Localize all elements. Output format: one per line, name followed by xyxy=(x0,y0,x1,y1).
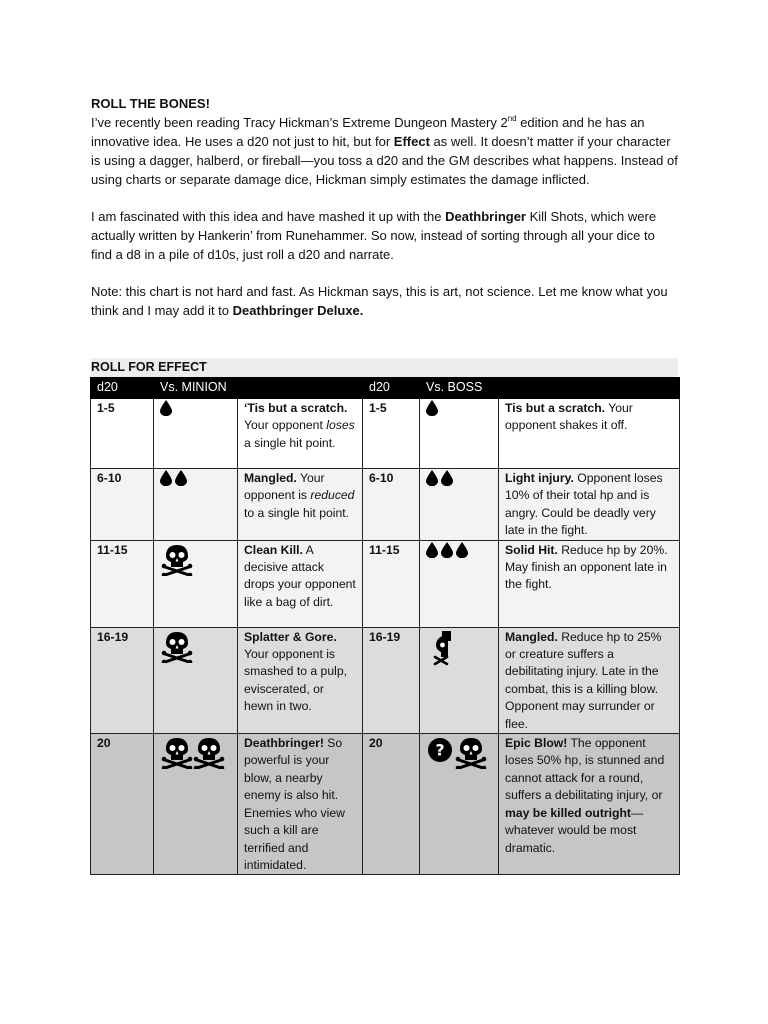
paragraph-mashup: I am fascinated with this idea and have mashed it up with the Deathbringer Kill Shots, which were actually written by Hankerin’ from Runehammer. So now, instead of sorting through all your dice to find a d8 in a pile of d10s, just roll a d20 and narrate. xyxy=(91,209,657,262)
range-cell: 11-15 xyxy=(363,540,420,627)
table-row xyxy=(91,399,680,469)
table-row xyxy=(91,627,680,733)
minion-effect: Mangled. Your opponent is reduced to a single hit point. xyxy=(238,469,363,541)
article-title: ROLL THE BONES! xyxy=(91,96,210,111)
boss-icons xyxy=(420,627,499,733)
blood-drop-icon xyxy=(175,470,187,486)
table-heading: ROLL FOR EFFECT xyxy=(91,358,678,377)
range-cell: 6-10 xyxy=(363,469,420,541)
range-cell: 1-5 xyxy=(363,399,420,469)
roll-for-effect-table xyxy=(90,377,680,875)
blood-drop-icon xyxy=(426,470,438,486)
blood-drop-icon xyxy=(426,542,438,558)
header-d20-minion: d20 xyxy=(91,378,154,399)
header-vs-boss: Vs. BOSS xyxy=(420,378,680,399)
svg-text:?: ? xyxy=(435,740,445,760)
range-cell: 16-19 xyxy=(91,627,154,733)
paragraph-intro: I’ve recently been reading Tracy Hickman’s Extreme Dungeon Mastery 2nd edition and he has an innovative idea. He uses a d20 not just to hit, but for Effect as well. It doesn’t matter if your character is using a dagger, halberd, or fireball—you toss a d20 and the GM describes what happens. Instead of using charts or separate damage dice, Hickman simply estimates the damage inflicted. xyxy=(91,113,678,187)
table-row xyxy=(91,734,680,875)
boss-effect: Epic Blow! The opponent loses 50% hp, is stunned and cannot attack for a round, suffers a debilitating injury, or may be killed outright—whatever would be most dramatic. xyxy=(499,734,680,875)
minion-icons xyxy=(154,540,238,627)
skull-crossbones-icon xyxy=(160,629,194,663)
boss-icons xyxy=(420,469,499,541)
minion-icons xyxy=(154,734,238,875)
half-skull-icon xyxy=(432,629,452,667)
skull-crossbones-icon xyxy=(160,735,194,769)
blood-drop-icon xyxy=(441,542,453,558)
skull-crossbones-icon xyxy=(454,735,488,769)
header-vs-minion: Vs. MINION xyxy=(154,378,363,399)
boss-effect: Light injury. Opponent loses 10% of their total hp and is angry. Could be deadly very late in the fight. xyxy=(499,469,680,541)
article xyxy=(91,94,679,320)
skull-crossbones-icon xyxy=(192,735,226,769)
blood-drop-icon xyxy=(426,400,438,416)
table-header-row xyxy=(91,378,680,399)
table-row xyxy=(91,540,680,627)
blood-drop-icon xyxy=(160,400,172,416)
table-row xyxy=(91,469,680,541)
minion-effect: Clean Kill. A decisive attack drops your opponent like a bag of dirt. xyxy=(238,540,363,627)
paragraph-note: Note: this chart is not hard and fast. As Hickman says, this is art, not science. Let me know what you think and I may add it to Deathbringer Deluxe. xyxy=(91,284,668,318)
boss-icons xyxy=(420,399,499,469)
minion-icons xyxy=(154,399,238,469)
boss-effect: Solid Hit. Reduce hp by 20%. May finish an opponent late in the fight. xyxy=(499,540,680,627)
question-mark-icon xyxy=(428,738,452,762)
range-cell: 1-5 xyxy=(91,399,154,469)
boss-effect: Tis but a scratch. Your opponent shakes it off. xyxy=(499,399,680,469)
range-cell: 20 xyxy=(91,734,154,875)
header-d20-boss: d20 xyxy=(363,378,420,399)
minion-effect: ‘Tis but a scratch. Your opponent loses a single hit point. xyxy=(238,399,363,469)
skull-crossbones-icon xyxy=(160,542,194,576)
boss-icons xyxy=(420,540,499,627)
range-cell: 11-15 xyxy=(91,540,154,627)
boss-effect: Mangled. Reduce hp to 25% or creature suffers a debilitating injury. Late in the combat, this is a killing blow. Opponent may surrunder or flee. xyxy=(499,627,680,733)
range-cell: 20 xyxy=(363,734,420,875)
minion-icons xyxy=(154,469,238,541)
blood-drop-icon xyxy=(441,470,453,486)
minion-effect: Deathbringer! So powerful is your blow, a nearby enemy is also hit. Enemies who view such a kill are terrified and intimidated. xyxy=(238,734,363,875)
range-cell: 6-10 xyxy=(91,469,154,541)
minion-icons xyxy=(154,627,238,733)
boss-icons xyxy=(420,734,499,875)
minion-effect: Splatter & Gore. Your opponent is smashed to a pulp, eviscerated, or hewn in two. xyxy=(238,627,363,733)
range-cell: 16-19 xyxy=(363,627,420,733)
blood-drop-icon xyxy=(456,542,468,558)
blood-drop-icon xyxy=(160,470,172,486)
